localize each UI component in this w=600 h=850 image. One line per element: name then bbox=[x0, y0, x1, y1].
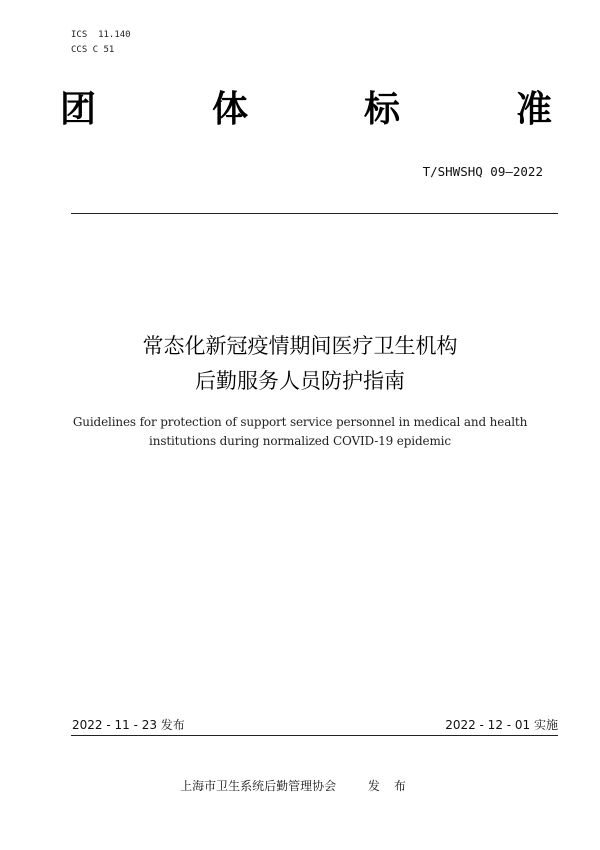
heading-char: 团 bbox=[60, 89, 97, 130]
chinese-title-line-1: 常态化新冠疫情期间医疗卫生机构 bbox=[142, 334, 458, 358]
publisher-line bbox=[0, 777, 600, 794]
bottom-divider bbox=[71, 735, 558, 736]
effective-date: 2022 - 12 - 01 实施 bbox=[445, 718, 558, 732]
document-type-heading bbox=[60, 88, 552, 132]
chinese-title-line-2: 后勤服务人员防护指南 bbox=[195, 369, 405, 393]
standard-number: T/SHWSHQ 09—2022 bbox=[422, 164, 543, 179]
issue-date: 2022 - 11 - 23 发布 bbox=[72, 718, 185, 732]
classification-codes bbox=[71, 28, 131, 58]
heading-char: 标 bbox=[363, 89, 400, 130]
english-title-line-2: institutions during normalized COVID-19 epidemic bbox=[149, 434, 451, 448]
publish-action: 发布 bbox=[367, 779, 420, 793]
top-divider bbox=[71, 213, 558, 214]
heading-char: 准 bbox=[515, 89, 552, 130]
english-title-line-1: Guidelines for protection of support service personnel in medical and health bbox=[72, 415, 528, 429]
heading-char: 体 bbox=[211, 89, 248, 130]
ics-code: ICS 11.140 bbox=[71, 30, 131, 40]
ccs-code: CCS C 51 bbox=[71, 45, 115, 55]
publisher-organization: 上海市卫生系统后勤管理协会 bbox=[180, 779, 337, 793]
